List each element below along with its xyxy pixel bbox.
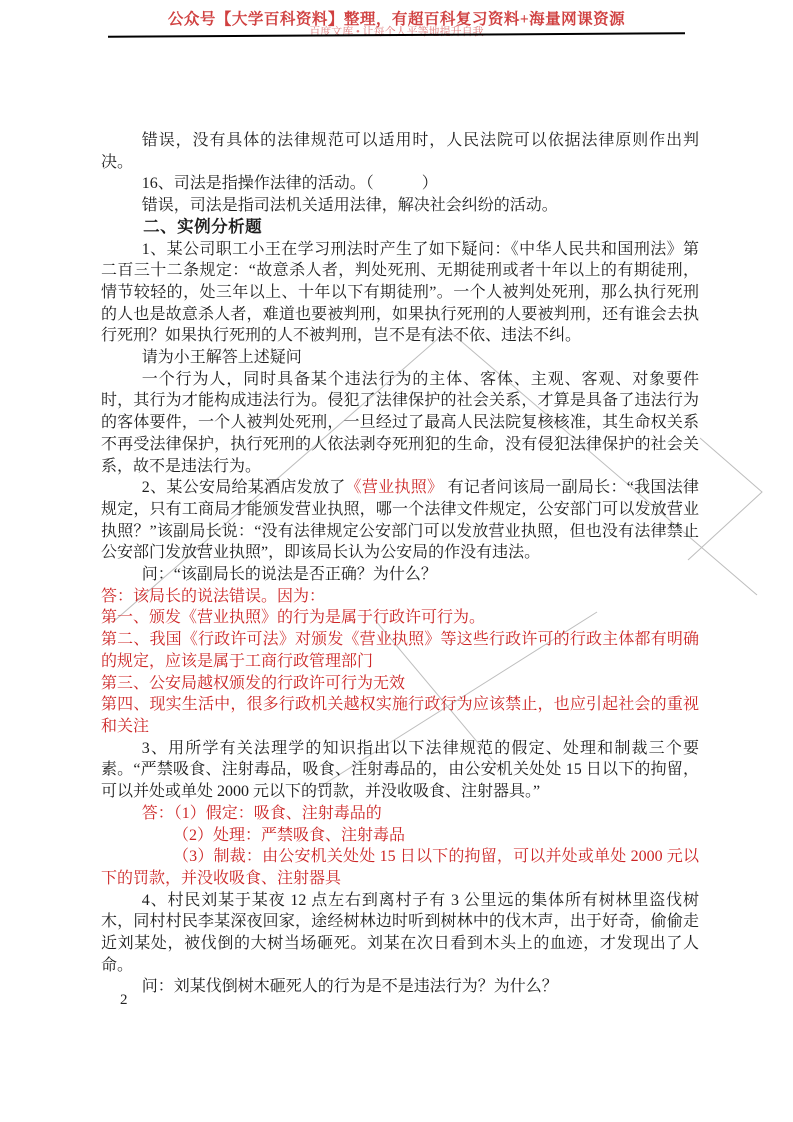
paragraph bbox=[101, 890, 699, 977]
page-number: 2 bbox=[120, 992, 128, 1008]
paragraph bbox=[101, 673, 699, 695]
text-run: 二、实例分析题 bbox=[143, 217, 263, 236]
text-run: 错误，没有具体的法律规范可以适用时，人民法院可以依据法律原则作出判决。 bbox=[101, 132, 699, 171]
paragraph bbox=[101, 477, 699, 564]
text-run: 一个行为人，同时具备某个违法行为的主体、客体、主观、客观、对象要件时，其行为才能构成违法行为。侵犯了法律保护的社会关系，才算是具备了违法行为的客体要件，一个人被判处死刑，一旦经过了最高人民法院复核核准，其生命权关系不再受法律保护，执行死刑的人依法剥夺死刑犯的生命，没有侵犯法律保护的社会关系，故不是违法行为。 bbox=[101, 370, 699, 475]
paragraph bbox=[101, 195, 699, 217]
text-run: 答：（1）假定：吸食、注射毒品的 bbox=[141, 804, 382, 822]
paragraph bbox=[101, 173, 699, 195]
text-run: 16、司法是指操作法律的活动。（ ） bbox=[141, 175, 438, 193]
text-run: 请为小王解答上述疑问 bbox=[141, 349, 302, 367]
paragraph bbox=[101, 694, 699, 737]
document-body bbox=[101, 130, 699, 998]
header-slogan: 百度文库 • 让每个人平等地提升自我 bbox=[309, 26, 484, 38]
paragraph bbox=[101, 586, 699, 608]
text-run: 1、某公司职工小王在学习刑法时产生了如下疑问：《中华人民共和国刑法》第二百三十二条规定：“故意杀人者，判处死刑、无期徒刑或者十年以上的有期徒刑，情节较轻的，处三年以上、十年以下有期徒刑”。一个人被判处死刑，那么执行死刑的人也是故意杀人者，难道也要被判刑，如果执行死刑的人要被判刑，还有谁会去执行死刑？如果执行死刑的人不被判刑，岂不是有法不依、违法不纠。 bbox=[101, 240, 699, 345]
text-run: 问：刘某伐倒树木砸死人的行为是不是违法行为？为什么？ bbox=[141, 978, 558, 996]
paragraph bbox=[101, 130, 699, 173]
text-run: 4、村民刘某于某夜 12 点左右到离村子有 3 公里远的集体所有树林里盗伐树木，同村村民李某深夜回家，途经树林边时听到树林中的伐木声，出于好奇，偷偷走近刘某处，被伐倒的大树当场砸死。刘某在次日看到木头上的血迹，才发现出了人命。 bbox=[101, 891, 699, 974]
paragraph bbox=[101, 738, 699, 803]
paragraph bbox=[101, 607, 699, 629]
text-run: （3）制裁：由公安机关处处 15 日以下的拘留，可以并处或单处 2000 元以下的罚款，并没收吸食、注射器具 bbox=[101, 848, 699, 887]
text-run: 第三、公安局越权颁发的行政许可行为无效 bbox=[101, 674, 406, 692]
paragraph bbox=[101, 217, 699, 239]
paragraph bbox=[101, 803, 699, 825]
paragraph bbox=[101, 239, 699, 348]
paragraph bbox=[101, 629, 699, 672]
paragraph bbox=[101, 846, 699, 889]
header-promo-title: 公众号【大学百科资料】整理，有超百科复习资料+海量网课资源 bbox=[167, 11, 626, 28]
paragraph bbox=[101, 825, 699, 847]
paragraph bbox=[101, 369, 699, 478]
text-run: 问：“该副局长的说法是否正确？为什么？ bbox=[141, 566, 437, 584]
text-run: 《营业执照》 bbox=[345, 479, 444, 497]
paragraph bbox=[101, 564, 699, 586]
text-run: 答：该局长的说法错误。因为： bbox=[101, 587, 326, 605]
paragraph bbox=[101, 347, 699, 369]
text-run: （2）处理：严禁吸食、注射毒品 bbox=[173, 826, 406, 844]
text-run: 2、某公安局给某酒店发放了 bbox=[141, 479, 346, 497]
text-run: 第二、我国《行政许可法》对颁发《营业执照》等这些行政许可的行政主体都有明确的规定，应该是属于工商行政管理部门 bbox=[101, 631, 699, 670]
text-run: 3、用所学有关法理学的知识指出以下法律规范的假定、处理和制裁三个要素。“严禁吸食、注射毒品，吸食、注射毒品的，由公安机关处处 15 日以下的拘留，可以并处或单处 2000 元以下的罚款，并没收吸食、注射器具。” bbox=[101, 739, 699, 801]
paragraph bbox=[101, 976, 699, 998]
text-run: 有记者问该局一副局长：“我国法律规定，只有工商局才能颁发营业执照，哪一个法律文件规定，公安部门可以发放营业执照？”该副局长说：“没有法律规定公安部门可以发放营业执照，但也没有法律禁止公安部门发放营业执照”，即该局长认为公安局的作没有违法。 bbox=[101, 479, 699, 562]
text-run: 第一、颁发《营业执照》的行为是属于行政许可行为。 bbox=[101, 609, 486, 627]
text-run: 错误，司法是指司法机关适用法律，解决社会纠纷的活动。 bbox=[141, 197, 558, 215]
text-run: 第四、现实生活中，很多行政机关越权实施行政行为应该禁止，也应引起社会的重视和关注 bbox=[101, 696, 699, 735]
